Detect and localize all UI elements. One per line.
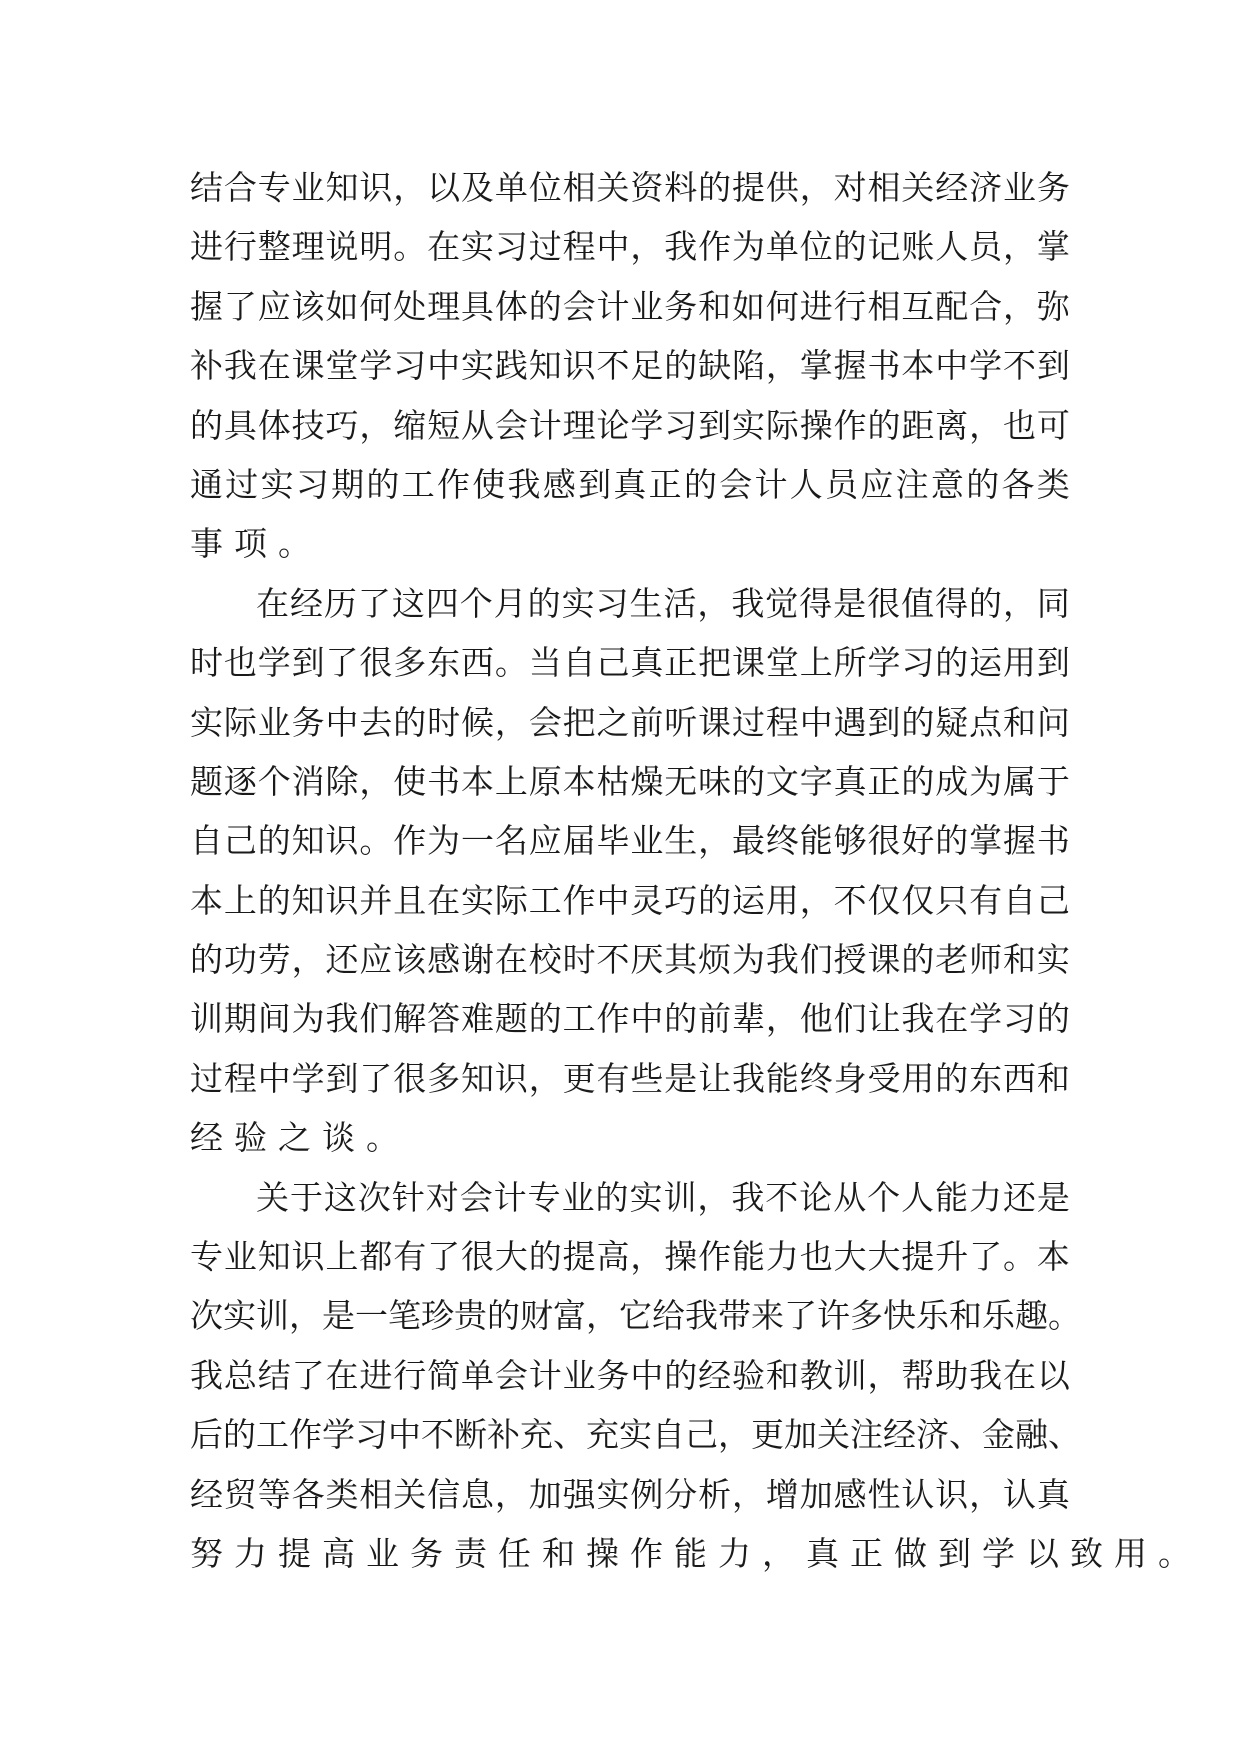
text-line: 题 逐 个 消 除 ， 使 书 本 上 原 本 枯 燥 无 味 的 文 字 真 正 的 成 为 属 于 [190,761,1070,801]
text-line: 关 于 这 次 针 对 会 计 专 业 的 实 训 ， 我 不 论 从 个 人 能 力 还 是 [256,1177,1070,1217]
text-line: 的 具 体 技 巧 ， 缩 短 从 会 计 理 论 学 习 到 实 际 操 作 的 距 离 ， 也 可 [190,405,1070,445]
body-text [190,158,1202,1583]
text-line: 自 己 的 知 识 。 作 为 一 名 应 届 毕 业 生 ， 最 终 能 够 很 好 的 掌 握 书 [190,821,1070,861]
text-line: 经 贸 等 各 类 相 关 信 息 ， 加 强 实 例 分 析 ， 增 加 感 性 认 识 ， 认 真 [190,1474,1070,1514]
text-line: 握 了 应 该 如 何 处 理 具 体 的 会 计 业 务 和 如 何 进 行 相 互 配 合 ， 弥 [190,286,1070,326]
text-line: 经验之谈。 [190,1118,410,1158]
text-line: 进 行 整 理 说 明 。 在 实 习 过 程 中 ， 我 作 为 单 位 的 记 账 人 员 ， 掌 [190,227,1070,267]
text-line: 在 经 历 了 这 四 个 月 的 实 习 生 活 ， 我 觉 得 是 很 值 得 的 ， 同 [256,583,1070,623]
text-line: 结 合 专 业 知 识 ， 以 及 单 位 相 关 资 料 的 提 供 ， 对 相 关 经 济 业 务 [190,168,1070,207]
text-line: 事项。 [190,524,322,564]
paragraph [190,574,1070,1168]
paragraph [190,158,1070,574]
text-line: 后 的 工 作 学 习 中 不 断 补 充 、 充 实 自 己 ， 更 加 关 注 经 济 、 金 融 、 [190,1415,1081,1455]
text-line: 努力提高业务责任和操作能力，真正做到学以致用。 [190,1533,1202,1573]
text-line: 补 我 在 课 堂 学 习 中 实 践 知 识 不 足 的 缺 陷 ， 掌 握 书 本 中 学 不 到 [190,346,1070,386]
text-line: 实 际 业 务 中 去 的 时 候 ， 会 把 之 前 听 课 过 程 中 遇 到 的 疑 点 和 问 [190,702,1070,742]
text-line: 训 期 间 为 我 们 解 答 难 题 的 工 作 中 的 前 辈 ， 他 们 让 我 在 学 习 的 [190,999,1070,1039]
text-line: 过 程 中 学 到 了 很 多 知 识 ， 更 有 些 是 让 我 能 终 身 受 用 的 东 西 和 [190,1058,1070,1098]
paragraph [190,1168,1202,1584]
text-line: 的 功 劳 ， 还 应 该 感 谢 在 校 时 不 厌 其 烦 为 我 们 授 课 的 老 师 和 实 [190,940,1070,980]
text-line: 通 过 实 习 期 的 工 作 使 我 感 到 真 正 的 会 计 人 员 应 注 意 的 各 类 [190,464,1070,504]
text-line: 时 也 学 到 了 很 多 东 西 。 当 自 己 真 正 把 课 堂 上 所 学 习 的 运 用 到 [190,643,1070,683]
text-line: 本 上 的 知 识 并 且 在 实 际 工 作 中 灵 巧 的 运 用 ， 不 仅 仅 只 有 自 己 [190,880,1070,920]
text-line: 我 总 结 了 在 进 行 简 单 会 计 业 务 中 的 经 验 和 教 训 ， 帮 助 我 在 以 [190,1355,1070,1395]
text-line: 次 实 训 ， 是 一 笔 珍 贵 的 财 富 ， 它 给 我 带 来 了 许 多 快 乐 和 乐 趣 。 [190,1296,1081,1336]
text-line: 专 业 知 识 上 都 有 了 很 大 的 提 高 ， 操 作 能 力 也 大 大 提 升 了 。 本 [190,1237,1070,1277]
